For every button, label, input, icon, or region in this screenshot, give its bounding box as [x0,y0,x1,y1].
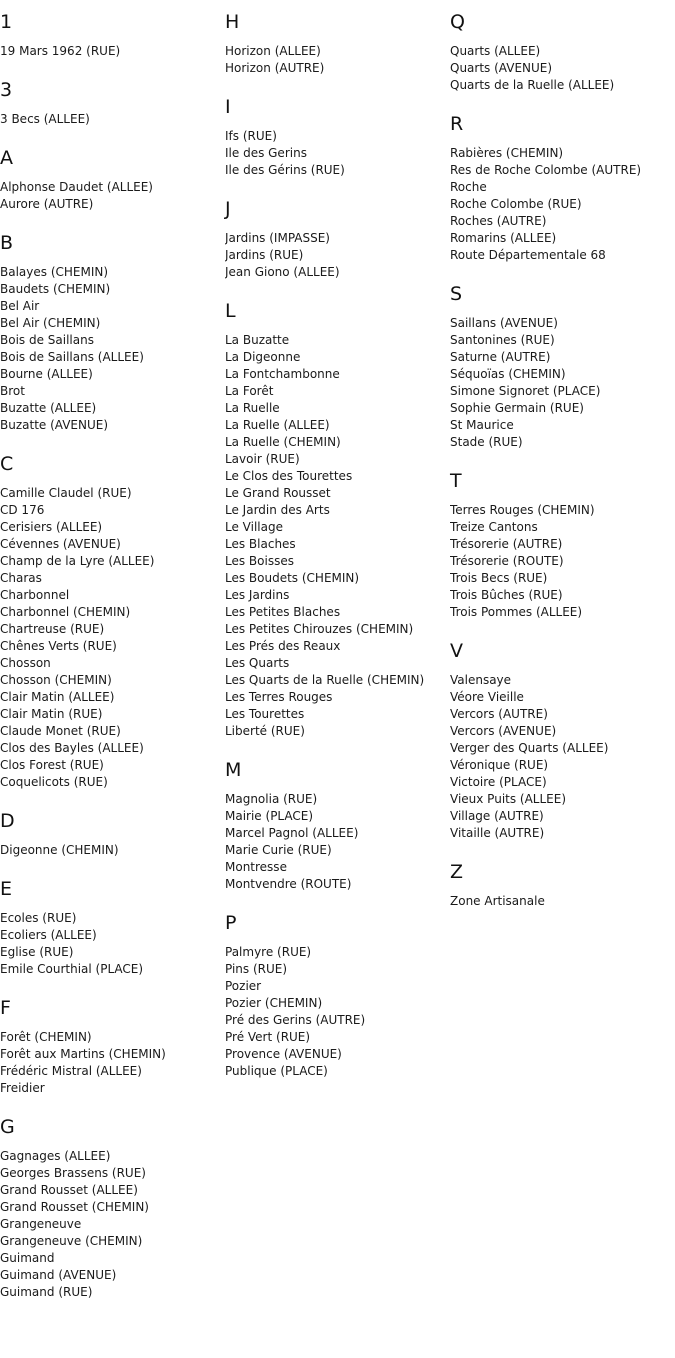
street-item: Digeonne (CHEMIN) [0,843,119,857]
street-item: Horizon (AUTRE) [225,61,325,75]
street-item: Bel Air [0,299,40,313]
letter-heading: D [0,810,15,832]
street-item: La Digeonne [225,350,301,364]
letter-heading: L [225,300,236,322]
street-item: Cévennes (AVENUE) [0,537,121,551]
street-item: Le Clos des Tourettes [225,469,353,483]
letter-heading: G [0,1116,15,1138]
street-list [450,136,675,264]
street-item: Grangeneuve (CHEMIN) [0,1234,143,1248]
street-item: Marcel Pagnol (ALLEE) [225,826,359,840]
letter-group [225,893,450,1080]
street-item: Buzatte (ALLEE) [0,401,97,415]
street-item: Bel Air (CHEMIN) [0,316,101,330]
street-item: Lavoir (RUE) [225,452,300,466]
street-item: Saillans (AVENUE) [450,316,558,330]
street-item: Georges Brassens (RUE) [0,1166,146,1180]
street-item: Claude Monet (RUE) [0,724,121,738]
street-item: Jardins (IMPASSE) [225,231,330,245]
letter-group [450,451,675,621]
street-item: La Fontchambonne [225,367,340,381]
street-item: Magnolia (RUE) [225,792,318,806]
street-item: Trois Bûches (RUE) [450,588,563,602]
letter-group [0,60,225,128]
letter-group [450,621,675,842]
street-list [225,935,450,1080]
street-item: Grangeneuve [0,1217,82,1231]
street-item: Valensaye [450,673,512,687]
street-item: Sophie Germain (RUE) [450,401,584,415]
street-list [225,323,450,740]
street-item: La Ruelle (CHEMIN) [225,435,341,449]
letter-heading: J [225,198,231,220]
street-item: Vercors (AVENUE) [450,724,557,738]
street-item: Champ de la Lyre (ALLEE) [0,554,155,568]
street-item: Ile des Gérins (RUE) [225,163,345,177]
letter-group [0,791,225,859]
street-item: Grand Rousset (ALLEE) [0,1183,138,1197]
letter-group [0,128,225,213]
street-item: Quarts de la Ruelle (ALLEE) [450,78,615,92]
street-item: Bourne (ALLEE) [0,367,93,381]
letter-group [225,0,450,77]
letter-group [0,859,225,978]
letter-group [450,0,675,94]
letter-heading: B [0,232,14,254]
street-item: Montresse [225,860,287,874]
street-list [225,119,450,179]
street-item: Pré des Gerins (AUTRE) [225,1013,366,1027]
street-list [450,493,675,621]
street-item: Pozier (CHEMIN) [225,996,323,1010]
street-item: Rabières (CHEMIN) [450,146,564,160]
street-item: Roches (AUTRE) [450,214,547,228]
letter-heading: 1 [0,11,13,33]
letter-group [225,179,450,281]
street-item: Bois de Saillans (ALLEE) [0,350,144,364]
street-item: Forêt (CHEMIN) [0,1030,92,1044]
street-item: Frédéric Mistral (ALLEE) [0,1064,142,1078]
street-list [0,476,225,791]
street-item: Les Boisses [225,554,294,568]
street-item: Véore Vieille [450,690,524,704]
street-item: Séquoïas (CHEMIN) [450,367,566,381]
street-item: Les Jardins [225,588,290,602]
street-item: Treize Cantons [450,520,538,534]
street-index-column-3 [450,0,675,910]
street-list [225,221,450,281]
street-item: Guimand [0,1251,55,1265]
street-item: Trésorerie (ROUTE) [450,554,564,568]
letter-group [225,281,450,740]
street-item: Route Départementale 68 [450,248,606,262]
letter-heading: S [450,283,463,305]
street-item: Verger des Quarts (ALLEE) [450,741,609,755]
street-item: Vieux Puits (ALLEE) [450,792,567,806]
street-item: Saturne (AUTRE) [450,350,551,364]
street-item: Cerisiers (ALLEE) [0,520,103,534]
street-item: Palmyre (RUE) [225,945,312,959]
street-item: Coquelicots (RUE) [0,775,108,789]
street-item: St Maurice [450,418,514,432]
street-item: Chosson (CHEMIN) [0,673,112,687]
street-item: Village (AUTRE) [450,809,544,823]
letter-heading: A [0,147,13,169]
letter-heading: F [0,997,11,1019]
street-item: Le Jardin des Arts [225,503,330,517]
street-item: Ifs (RUE) [225,129,277,143]
street-item: Les Blaches [225,537,296,551]
street-list [450,306,675,451]
street-item: Liberté (RUE) [225,724,305,738]
street-list [0,1020,225,1097]
street-item: Clos des Bayles (ALLEE) [0,741,144,755]
street-item: La Forêt [225,384,274,398]
street-item: Pins (RUE) [225,962,288,976]
street-list [450,884,675,910]
street-item: Stade (RUE) [450,435,523,449]
street-list [450,34,675,94]
street-list [0,255,225,434]
letter-heading: T [450,470,462,492]
street-item: Provence (AVENUE) [225,1047,342,1061]
street-item: Les Prés des Reaux [225,639,341,653]
street-item: Chênes Verts (RUE) [0,639,117,653]
street-item: Ecoles (RUE) [0,911,77,925]
letter-heading: P [225,912,237,934]
street-item: 3 Becs (ALLEE) [0,112,90,126]
street-item: Les Quarts [225,656,290,670]
street-item: Ecoliers (ALLEE) [0,928,97,942]
street-item: Trésorerie (AUTRE) [450,537,563,551]
street-item: Roche [450,180,487,194]
street-item: Guimand (RUE) [0,1285,93,1299]
street-item: Bois de Saillans [0,333,94,347]
street-item: Chosson [0,656,51,670]
street-item: Le Village [225,520,283,534]
street-item: Brot [0,384,25,398]
letter-group [0,1097,225,1301]
letter-heading: C [0,453,14,475]
letter-heading: V [450,640,463,662]
street-item: Zone Artisanale [450,894,545,908]
street-item: Romarins (ALLEE) [450,231,557,245]
street-item: Guimand (AVENUE) [0,1268,117,1282]
street-item: Jardins (RUE) [225,248,304,262]
street-list [0,833,225,859]
street-item: Roche Colombe (RUE) [450,197,582,211]
street-item: Les Quarts de la Ruelle (CHEMIN) [225,673,425,687]
street-item: La Buzatte [225,333,290,347]
street-item: Aurore (AUTRE) [0,197,94,211]
letter-group [0,0,225,60]
letter-group [0,213,225,434]
letter-group [450,264,675,451]
letter-heading: Z [450,861,464,883]
street-item: Les Tourettes [225,707,305,721]
street-item: Charas [0,571,42,585]
letter-group [450,842,675,910]
street-list [0,170,225,213]
street-item: Grand Rousset (CHEMIN) [0,1200,149,1214]
street-item: La Ruelle [225,401,280,415]
street-item: Pozier [225,979,262,993]
street-item: Quarts (ALLEE) [450,44,541,58]
street-item: Les Boudets (CHEMIN) [225,571,360,585]
street-list [0,1139,225,1301]
street-item: Mairie (PLACE) [225,809,314,823]
street-item: Balayes (CHEMIN) [0,265,109,279]
street-item: Montvendre (ROUTE) [225,877,352,891]
letter-group [225,740,450,893]
street-item: 19 Mars 1962 (RUE) [0,44,121,58]
street-item: Charbonnel (CHEMIN) [0,605,131,619]
street-item: Trois Becs (RUE) [450,571,548,585]
street-list [450,663,675,842]
street-item: Forêt aux Martins (CHEMIN) [0,1047,166,1061]
street-item: Freidier [0,1081,45,1095]
street-item: Les Petites Chirouzes (CHEMIN) [225,622,414,636]
letter-group [225,77,450,179]
street-item: CD 176 [0,503,45,517]
street-item: Quarts (AVENUE) [450,61,553,75]
letter-group [0,434,225,791]
street-index-column-1 [0,0,225,1301]
street-item: Baudets (CHEMIN) [0,282,111,296]
street-item: Vercors (AUTRE) [450,707,548,721]
letter-heading: 3 [0,79,13,101]
letter-heading: E [0,878,13,900]
street-item: Publique (PLACE) [225,1064,328,1078]
street-item: Buzatte (AVENUE) [0,418,109,432]
street-list [0,34,225,60]
street-list [225,34,450,77]
street-item: Chartreuse (RUE) [0,622,105,636]
street-item: La Ruelle (ALLEE) [225,418,330,432]
street-item: Charbonnel [0,588,70,602]
street-item: Res de Roche Colombe (AUTRE) [450,163,642,177]
street-item: Gagnages (ALLEE) [0,1149,111,1163]
street-item: Jean Giono (ALLEE) [225,265,340,279]
street-item: Trois Pommes (ALLEE) [450,605,583,619]
street-item: Emile Courthial (PLACE) [0,962,144,976]
letter-heading: M [225,759,242,781]
street-item: Victoire (PLACE) [450,775,547,789]
street-index-column-2 [225,0,450,1080]
street-item: Pré Vert (RUE) [225,1030,311,1044]
street-item: Santonines (RUE) [450,333,555,347]
street-item: Horizon (ALLEE) [225,44,321,58]
letter-heading: I [225,96,231,118]
street-item: Les Terres Rouges [225,690,333,704]
letter-group [0,978,225,1097]
street-item: Alphonse Daudet (ALLEE) [0,180,153,194]
letter-heading: R [450,113,464,135]
street-item: Simone Signoret (PLACE) [450,384,601,398]
street-item: Ile des Gerins [225,146,307,160]
street-item: Vitaille (AUTRE) [450,826,545,840]
street-list [0,901,225,978]
street-list [0,102,225,128]
letter-group [450,94,675,264]
letter-heading: H [225,11,240,33]
street-item: Clos Forest (RUE) [0,758,104,772]
street-list [225,782,450,893]
street-item: Véronique (RUE) [450,758,549,772]
street-item: Camille Claudel (RUE) [0,486,132,500]
street-item: Les Petites Blaches [225,605,341,619]
street-item: Clair Matin (ALLEE) [0,690,115,704]
street-item: Clair Matin (RUE) [0,707,103,721]
street-item: Terres Rouges (CHEMIN) [450,503,595,517]
street-item: Marie Curie (RUE) [225,843,332,857]
street-item: Le Grand Rousset [225,486,331,500]
letter-heading: Q [450,11,465,33]
street-item: Eglise (RUE) [0,945,74,959]
